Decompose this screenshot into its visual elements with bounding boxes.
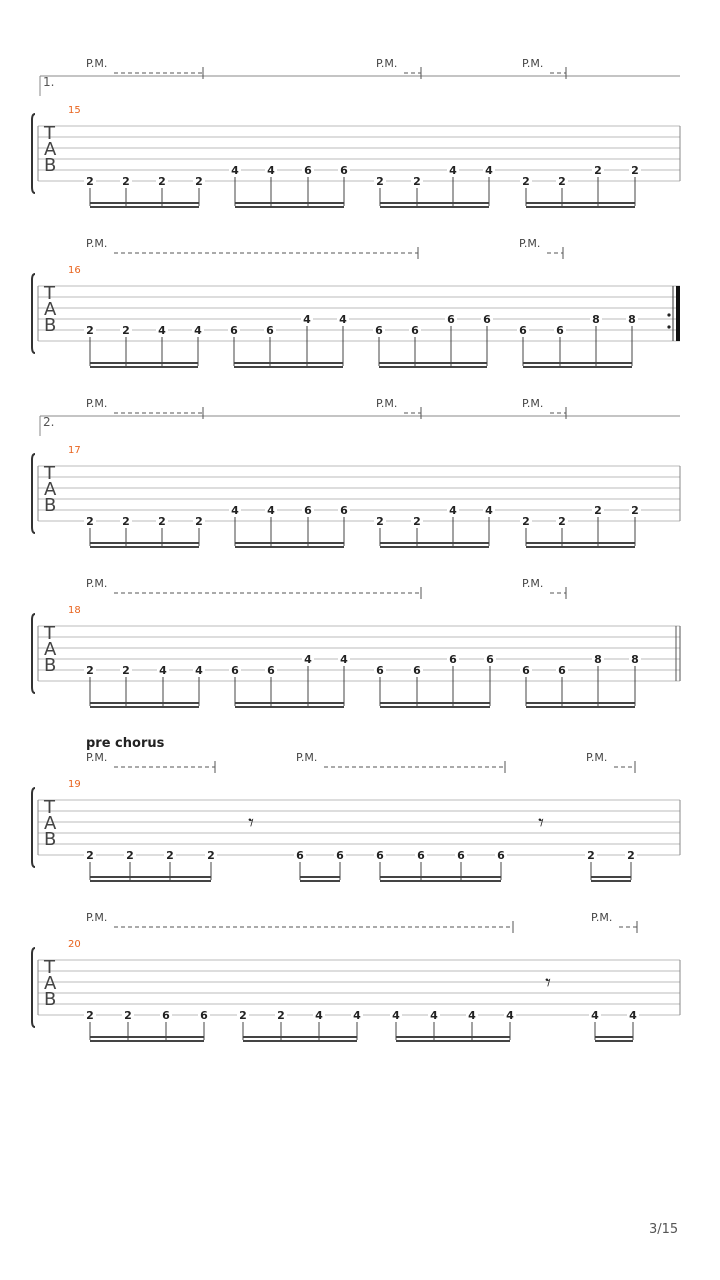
fret-number: 6 — [230, 324, 238, 337]
fret-number: 6 — [266, 324, 274, 337]
fret-number: 2 — [158, 515, 166, 528]
beam-secondary — [595, 1040, 633, 1042]
fret-number: 2 — [122, 515, 130, 528]
fret-number: 4 — [629, 1009, 637, 1022]
eighth-rest: 𝄾 — [545, 971, 551, 996]
fret-number: 2 — [631, 504, 639, 517]
tab-system-20 — [32, 911, 680, 1042]
volta-number: 2. — [43, 415, 55, 429]
fret-number: 6 — [162, 1009, 170, 1022]
tab-clef-letter: A — [44, 639, 57, 660]
fret-number: 2 — [207, 849, 215, 862]
fret-number: 4 — [304, 653, 312, 666]
fret-number: 6 — [522, 664, 530, 677]
fret-number: 6 — [497, 849, 505, 862]
beam-primary — [523, 362, 632, 364]
tab-clef-letter: A — [44, 299, 57, 320]
fret-number: 2 — [86, 175, 94, 188]
beam-primary — [90, 876, 211, 878]
fret-number: 6 — [304, 164, 312, 177]
fret-number: 2 — [86, 1009, 94, 1022]
fret-number: 2 — [558, 515, 566, 528]
fret-number: 2 — [166, 849, 174, 862]
beam-primary — [526, 542, 635, 544]
fret-number: 6 — [413, 664, 421, 677]
beam-primary — [235, 702, 344, 704]
beam-secondary — [591, 880, 631, 882]
fret-number: 2 — [239, 1009, 247, 1022]
fret-number: 8 — [592, 313, 600, 326]
fret-number: 2 — [594, 164, 602, 177]
system-bracket — [32, 274, 35, 353]
fret-number: 2 — [558, 175, 566, 188]
palm-mute-label: P.M. — [376, 397, 398, 410]
fret-number: 4 — [591, 1009, 599, 1022]
beam-primary — [300, 876, 340, 878]
measure-number: 18 — [68, 605, 81, 616]
tab-clef-letter: B — [44, 315, 57, 336]
beam-primary — [235, 202, 344, 204]
fret-number: 4 — [339, 313, 347, 326]
section-label: pre chorus — [86, 736, 165, 751]
fret-number: 2 — [376, 175, 384, 188]
fret-number: 2 — [627, 849, 635, 862]
tab-system-17 — [32, 397, 680, 548]
palm-mute-label: P.M. — [586, 751, 608, 764]
fret-number: 6 — [457, 849, 465, 862]
beam-secondary — [380, 206, 489, 208]
system-bracket — [32, 114, 35, 193]
beam-secondary — [90, 206, 199, 208]
fret-number: 6 — [340, 164, 348, 177]
fret-number: 4 — [267, 164, 275, 177]
tab-clef-letter: B — [44, 829, 57, 850]
fret-number: 4 — [194, 324, 202, 337]
fret-number: 6 — [486, 653, 494, 666]
fret-number: 2 — [126, 849, 134, 862]
system-bracket — [32, 788, 35, 867]
beam-secondary — [380, 546, 489, 548]
eighth-rest: 𝄾 — [248, 811, 254, 836]
measure-number: 16 — [68, 265, 81, 276]
fret-number: 8 — [594, 653, 602, 666]
fret-number: 6 — [231, 664, 239, 677]
beam-secondary — [526, 546, 635, 548]
tab-system-15 — [32, 57, 680, 208]
tab-clef-letter: B — [44, 495, 57, 516]
fret-number: 6 — [417, 849, 425, 862]
beam-primary — [526, 202, 635, 204]
fret-number: 4 — [303, 313, 311, 326]
fret-number: 4 — [485, 164, 493, 177]
fret-number: 2 — [124, 1009, 132, 1022]
palm-mute-label: P.M. — [86, 397, 108, 410]
fret-number: 4 — [468, 1009, 476, 1022]
fret-number: 6 — [483, 313, 491, 326]
fret-number: 2 — [587, 849, 595, 862]
fret-number: 4 — [159, 664, 167, 677]
tab-clef-letter: B — [44, 655, 57, 676]
beam-primary — [234, 362, 343, 364]
fret-number: 6 — [376, 664, 384, 677]
measure-number: 15 — [68, 105, 81, 116]
fret-number: 2 — [86, 515, 94, 528]
tab-clef-letter: A — [44, 139, 57, 160]
beam-secondary — [526, 206, 635, 208]
fret-number: 4 — [392, 1009, 400, 1022]
fret-number: 8 — [631, 653, 639, 666]
beam-primary — [379, 362, 487, 364]
repeat-dot — [667, 313, 670, 316]
beam-secondary — [396, 1040, 510, 1042]
beam-primary — [90, 362, 198, 364]
fret-number: 6 — [336, 849, 344, 862]
palm-mute-label: P.M. — [519, 237, 541, 250]
tab-clef-letter: B — [44, 155, 57, 176]
beam-primary — [591, 876, 631, 878]
system-bracket — [32, 948, 35, 1027]
beam-secondary — [90, 1040, 204, 1042]
fret-number: 6 — [200, 1009, 208, 1022]
fret-number: 6 — [519, 324, 527, 337]
fret-number: 4 — [449, 504, 457, 517]
beam-primary — [595, 1036, 633, 1038]
beam-primary — [90, 702, 199, 704]
tab-system-16 — [32, 237, 680, 368]
tab-clef-letter: A — [44, 813, 57, 834]
fret-number: 2 — [522, 175, 530, 188]
palm-mute-label: P.M. — [376, 57, 398, 70]
fret-number: 4 — [340, 653, 348, 666]
tab-clef-letter: B — [44, 989, 57, 1010]
beam-secondary — [526, 706, 635, 708]
fret-number: 2 — [86, 324, 94, 337]
beam-primary — [380, 876, 501, 878]
fret-number: 6 — [304, 504, 312, 517]
tab-clef-letter: T — [44, 957, 55, 978]
tab-clef-letter: T — [44, 463, 55, 484]
beam-secondary — [90, 706, 199, 708]
fret-number: 2 — [376, 515, 384, 528]
fret-number: 4 — [353, 1009, 361, 1022]
fret-number: 2 — [158, 175, 166, 188]
measure-number: 19 — [68, 779, 81, 790]
beam-secondary — [235, 206, 344, 208]
tab-clef-letter: A — [44, 973, 57, 994]
palm-mute-label: P.M. — [591, 911, 613, 924]
fret-number: 6 — [296, 849, 304, 862]
beam-primary — [380, 702, 490, 704]
fret-number: 6 — [376, 849, 384, 862]
beam-secondary — [380, 880, 501, 882]
volta-number: 1. — [43, 75, 55, 89]
fret-number: 4 — [449, 164, 457, 177]
beam-primary — [380, 202, 489, 204]
fret-number: 2 — [631, 164, 639, 177]
fret-number: 2 — [594, 504, 602, 517]
eighth-rest: 𝄾 — [538, 811, 544, 836]
measure-number: 20 — [68, 939, 81, 950]
fret-number: 6 — [411, 324, 419, 337]
fret-number: 2 — [195, 175, 203, 188]
tab-clef-letter: A — [44, 479, 57, 500]
fret-number: 4 — [195, 664, 203, 677]
fret-number: 8 — [628, 313, 636, 326]
beam-secondary — [235, 706, 344, 708]
fret-number: 2 — [122, 324, 130, 337]
page-number: 3/15 — [649, 1222, 679, 1237]
beam-secondary — [380, 706, 490, 708]
beam-secondary — [379, 366, 487, 368]
beam-primary — [526, 702, 635, 704]
fret-number: 6 — [447, 313, 455, 326]
fret-number: 2 — [122, 175, 130, 188]
beam-secondary — [90, 546, 199, 548]
palm-mute-label: P.M. — [522, 57, 544, 70]
beam-primary — [90, 202, 199, 204]
beam-secondary — [243, 1040, 357, 1042]
tab-clef-letter: T — [44, 623, 55, 644]
tab-clef-letter: T — [44, 123, 55, 144]
fret-number: 2 — [277, 1009, 285, 1022]
fret-number: 2 — [86, 849, 94, 862]
beam-secondary — [90, 880, 211, 882]
palm-mute-label: P.M. — [522, 577, 544, 590]
fret-number: 6 — [340, 504, 348, 517]
fret-number: 6 — [558, 664, 566, 677]
fret-number: 2 — [86, 664, 94, 677]
fret-number: 4 — [231, 164, 239, 177]
fret-number: 4 — [231, 504, 239, 517]
tab-system-18 — [32, 577, 680, 708]
beam-secondary — [90, 366, 198, 368]
beam-primary — [396, 1036, 510, 1038]
palm-mute-label: P.M. — [296, 751, 318, 764]
fret-number: 2 — [413, 515, 421, 528]
system-bracket — [32, 614, 35, 693]
fret-number: 4 — [158, 324, 166, 337]
fret-number: 6 — [449, 653, 457, 666]
beam-primary — [235, 542, 344, 544]
fret-number: 6 — [375, 324, 383, 337]
palm-mute-label: P.M. — [522, 397, 544, 410]
fret-number: 2 — [195, 515, 203, 528]
barline-thick — [676, 286, 680, 341]
palm-mute-label: P.M. — [86, 237, 108, 250]
beam-secondary — [235, 546, 344, 548]
fret-number: 2 — [522, 515, 530, 528]
system-bracket — [32, 454, 35, 533]
beam-secondary — [234, 366, 343, 368]
fret-number: 4 — [267, 504, 275, 517]
fret-number: 2 — [413, 175, 421, 188]
tab-clef-letter: T — [44, 797, 55, 818]
fret-number: 4 — [430, 1009, 438, 1022]
fret-number: 2 — [122, 664, 130, 677]
beam-primary — [90, 542, 199, 544]
fret-number: 4 — [485, 504, 493, 517]
palm-mute-label: P.M. — [86, 751, 108, 764]
fret-number: 6 — [267, 664, 275, 677]
beam-primary — [380, 542, 489, 544]
beam-primary — [90, 1036, 204, 1038]
fret-number: 4 — [506, 1009, 514, 1022]
palm-mute-label: P.M. — [86, 911, 108, 924]
fret-number: 6 — [556, 324, 564, 337]
tab-system-19 — [32, 736, 680, 882]
measure-number: 17 — [68, 445, 81, 456]
beam-secondary — [300, 880, 340, 882]
beam-secondary — [523, 366, 632, 368]
palm-mute-label: P.M. — [86, 577, 108, 590]
beam-primary — [243, 1036, 357, 1038]
repeat-dot — [667, 325, 670, 328]
palm-mute-label: P.M. — [86, 57, 108, 70]
fret-number: 4 — [315, 1009, 323, 1022]
tab-clef-letter: T — [44, 283, 55, 304]
